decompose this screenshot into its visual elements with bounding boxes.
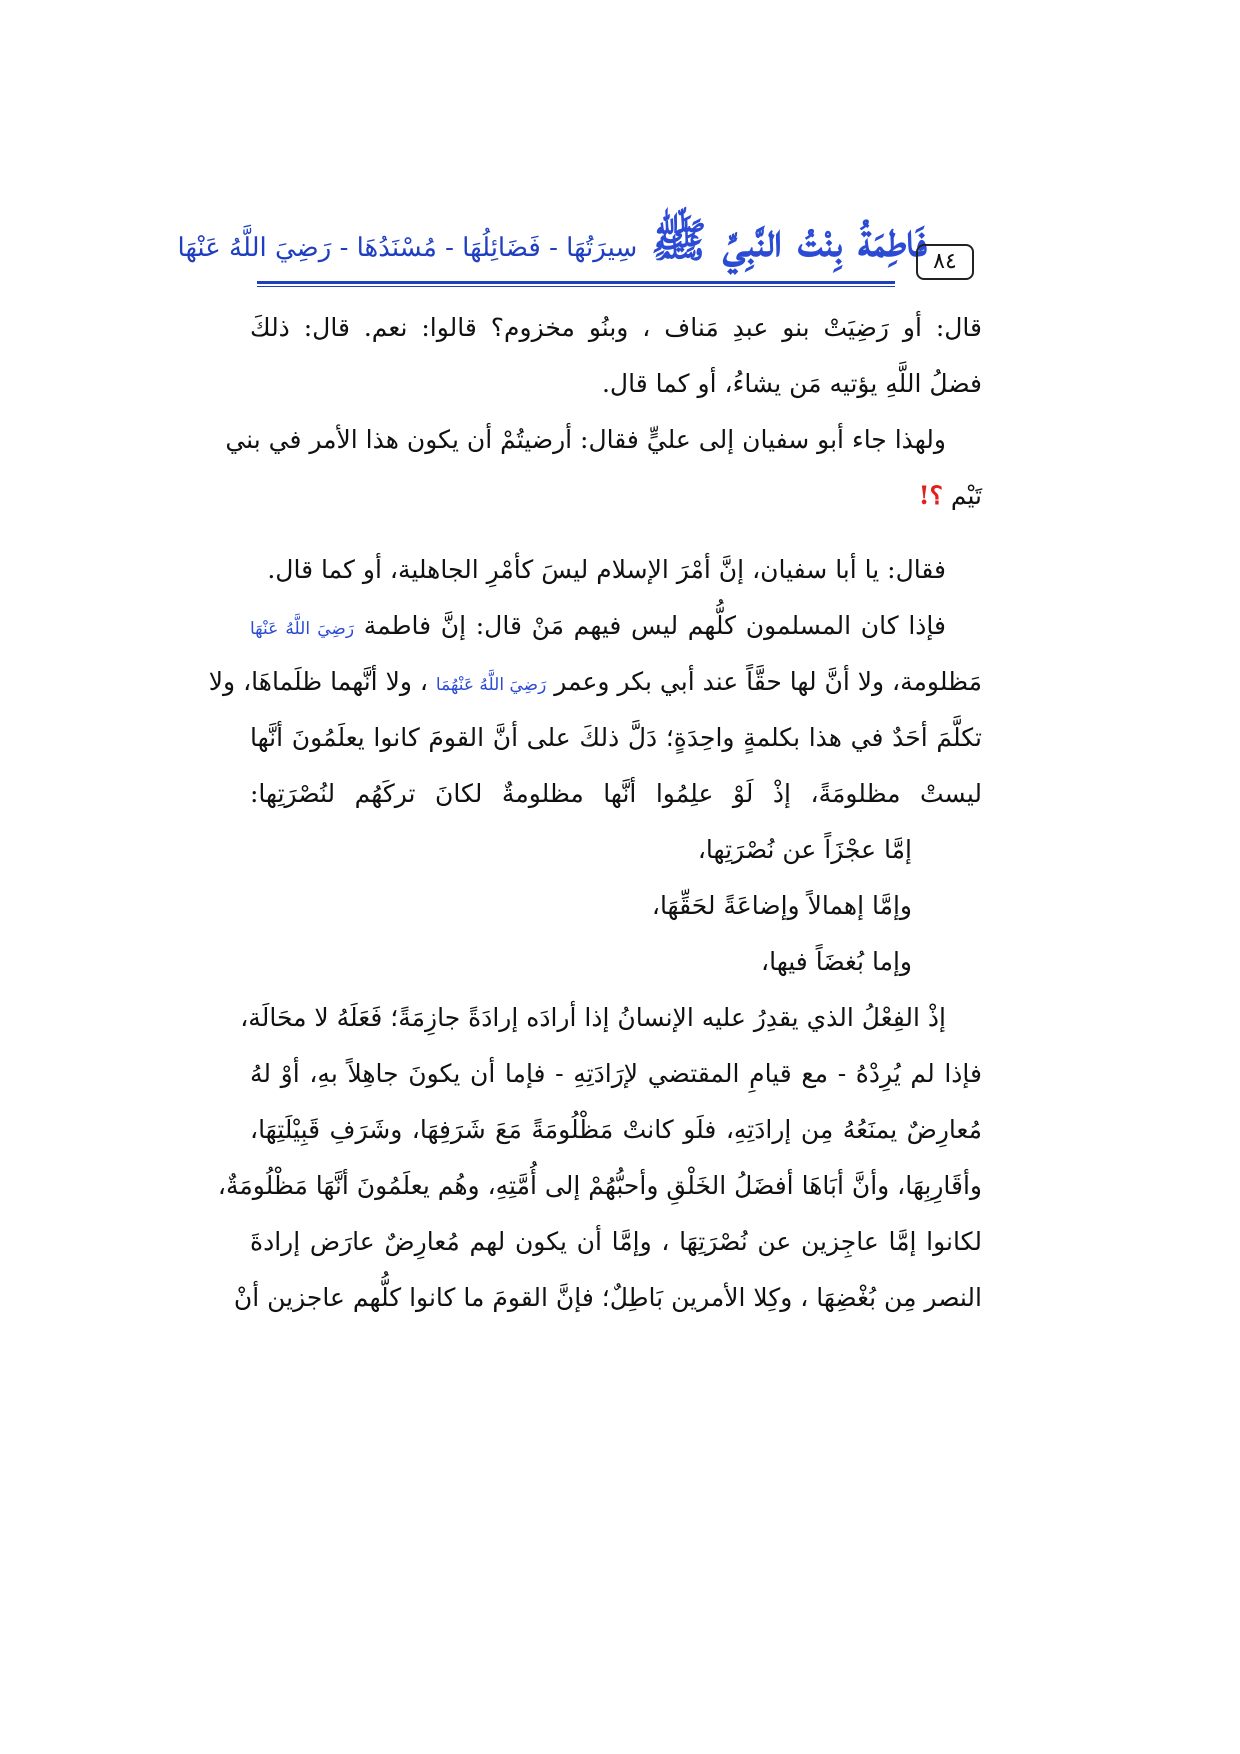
header-rule xyxy=(257,281,895,284)
list-item: وإما بُغضَاً فيها، xyxy=(761,947,912,976)
page-number: ٨٤ xyxy=(916,244,974,280)
text-line: إذْ الفِعْلُ الذي يقدِرُ عليه الإنسانُ إذا أرادَه إرادَةً جازِمَةً؛ فَعَلَهُ لا محَالَة، xyxy=(240,1003,946,1032)
text-line: قال: أو رَضِيَتْ بنو عبدِ مَناف ، وبنُو مخزوم؟ قالوا: نعم. قال: ذلكَ xyxy=(250,313,982,342)
text-line: فإذا لم يُرِدْهُ - مع قيامِ المقتضي لإرَادَتِهِ - فإما أن يكونَ جاهِلاً بهِ، أوْ لهُ xyxy=(250,1059,982,1088)
paragraph-gap xyxy=(250,524,982,542)
text-line: فقال: يا أبا سفيان، إنَّ أمْرَ الإسلام ليسَ كأمْرِ الجاهلية، أو كما قال. xyxy=(267,555,946,584)
text-segment: فإذا كان المسلمون كلُّهم ليس فيهم مَنْ قال: إنَّ فاطمة xyxy=(363,611,946,640)
list-item: وإمَّا إهمالاً وإضاعَةً لحَقِّهَا، xyxy=(651,891,912,920)
text-line: تكلَّمَ أحَدٌ في هذا بكلمةٍ واحِدَةٍ؛ دَلَّ ذلكَ على أنَّ القومَ كانوا يعلَمُونَ أنَّها xyxy=(250,723,982,752)
text-line: وأقَارِبِهَا، وأنَّ أبَاهَا أفضَلُ الخَلْقِ وأحبُّهُمْ إلى أُمَّتِهِ، وهُم يعلَمُونَ أنَّهَا مَظْلُومَةٌ، xyxy=(217,1171,982,1200)
text-segment: مَظلومة، ولا أنَّ لها حقَّاً عند أبي بكر وعمر xyxy=(554,667,982,696)
text-line xyxy=(250,598,982,654)
title-separator xyxy=(641,240,647,261)
header-rule-thin xyxy=(257,286,895,287)
text-line: ليستْ مظلومَةً، إذْ لَوْ علِمُوا أنَّها مظلومةٌ لكانَ تركَهُم لنُصْرَتِها: xyxy=(250,779,982,808)
list-item: إمَّا عجْزَاً عن نُصْرَتِها، xyxy=(697,835,912,864)
page-header xyxy=(0,0,1240,300)
book-title-main: فَاطِمَةُ بِنْتُ النَّبِيِّ ﷺ xyxy=(651,213,927,267)
text-line xyxy=(250,468,982,524)
text-line: لكانوا إمَّا عاجِزين عن نُصْرَتِهَا ، وإمَّا أن يكون لهم مُعارِضٌ عارَض إرادةَ xyxy=(250,1227,982,1256)
honorific-her: رَضِيَ اللَّهُ عَنْهَا xyxy=(250,619,355,639)
page-body xyxy=(208,300,982,1326)
book-subtitle: سِيرَتُهَا - فَضَائِلُهَا - مُسْنَدُهَا - رَضِيَ اللَّهُ عَنْهَا xyxy=(177,233,638,263)
word-taym: تَيْم xyxy=(950,481,982,510)
question-exclamation-mark: ؟! xyxy=(918,481,943,510)
book-title xyxy=(177,212,927,282)
text-line: ولهذا جاء أبو سفيان إلى عليٍّ فقال: أرضيتُمْ أن يكون هذا الأمر في بني xyxy=(225,425,946,454)
text-line: مُعارِضٌ يمنَعُهُ مِن إرادَتِهِ، فلَو كانتْ مَظْلُومَةً مَعَ شَرَفِهَا، وشَرَفِ قَبِيْلَتِهَا، xyxy=(250,1115,982,1144)
text-line xyxy=(208,654,982,710)
text-line: النصر مِن بُغْضِهَا ، وكِلا الأمرين بَاطِلٌ؛ فإنَّ القومَ ما كانوا كلُّهم عاجزين أنْ xyxy=(233,1283,982,1312)
honorific-them: رَضِيَ اللَّهُ عَنْهُمَا xyxy=(435,675,547,695)
text-segment: ، ولا أنَّهما ظلَماهَا، ولا xyxy=(208,667,428,696)
text-line: فضلُ اللَّهِ يؤتيه مَن يشاءُ، أو كما قال. xyxy=(601,369,982,398)
